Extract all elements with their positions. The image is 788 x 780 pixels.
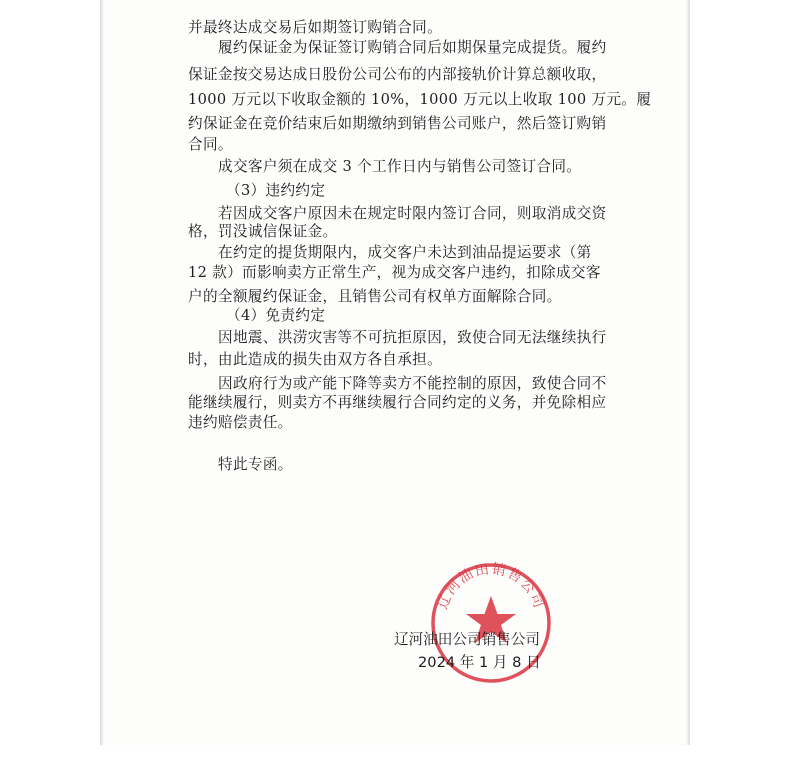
body-line: 1000 万元以下收取金额的 10%，1000 万元以上收取 100 万元。履 [188, 91, 652, 108]
body-line: 保证金按交易达成日股份公司公布的内部接轨价计算总额收取， [188, 66, 607, 83]
signature-company: 辽河油田公司销售公司 [394, 631, 540, 648]
body-line: 能继续履行，则卖方不再继续履行合同约定的义务，并免除相应 [188, 394, 607, 411]
body-line: 约保证金在竞价结束后如期缴纳到销售公司账户，然后签订购销 [188, 115, 607, 132]
body-line: 成交客户须在成交 3 个工作日内与销售公司签订合同。 [218, 158, 582, 175]
body-line: 违约赔偿责任。 [188, 414, 293, 431]
page-edge-right [686, 0, 690, 745]
body-line: 因地震、洪涝灾害等不可抗拒原因，致使合同无法继续执行 [218, 329, 607, 346]
section-heading: （3）违约约定 [226, 182, 326, 199]
seal-text: 辽河油田销售公司 [434, 561, 548, 612]
page-edge-left [100, 0, 104, 745]
body-line: 合同。 [188, 136, 233, 153]
body-line: 户的全额履约保证金，且销售公司有权单方面解除合同。 [188, 288, 562, 305]
body-line: 并最终达成交易后如期签订购销合同。 [188, 19, 443, 36]
closing-line: 特此专函。 [218, 456, 293, 473]
body-line: 履约保证金为保证签订购销合同后如期保量完成提货。履约 [218, 39, 607, 56]
body-line: 格，罚没诚信保证金。 [188, 223, 338, 240]
body-line: 在约定的提货期限内，成交客户未达到油品提运要求（第 [218, 244, 592, 261]
body-line: 因政府行为或产能下降等卖方不能控制的原因，致使合同不 [218, 375, 607, 392]
body-line: 时，由此造成的损失由双方各自承担。 [188, 351, 443, 368]
section-heading: （4）免责约定 [226, 307, 326, 324]
body-line: 12 款）而影响卖方正常生产，视为成交客户违约，扣除成交客 [188, 264, 601, 281]
body-line: 若因成交客户原因未在规定时限内签订合同，则取消成交资 [218, 205, 607, 222]
signature-date: 2024 年 1 月 8 日 [418, 654, 541, 671]
